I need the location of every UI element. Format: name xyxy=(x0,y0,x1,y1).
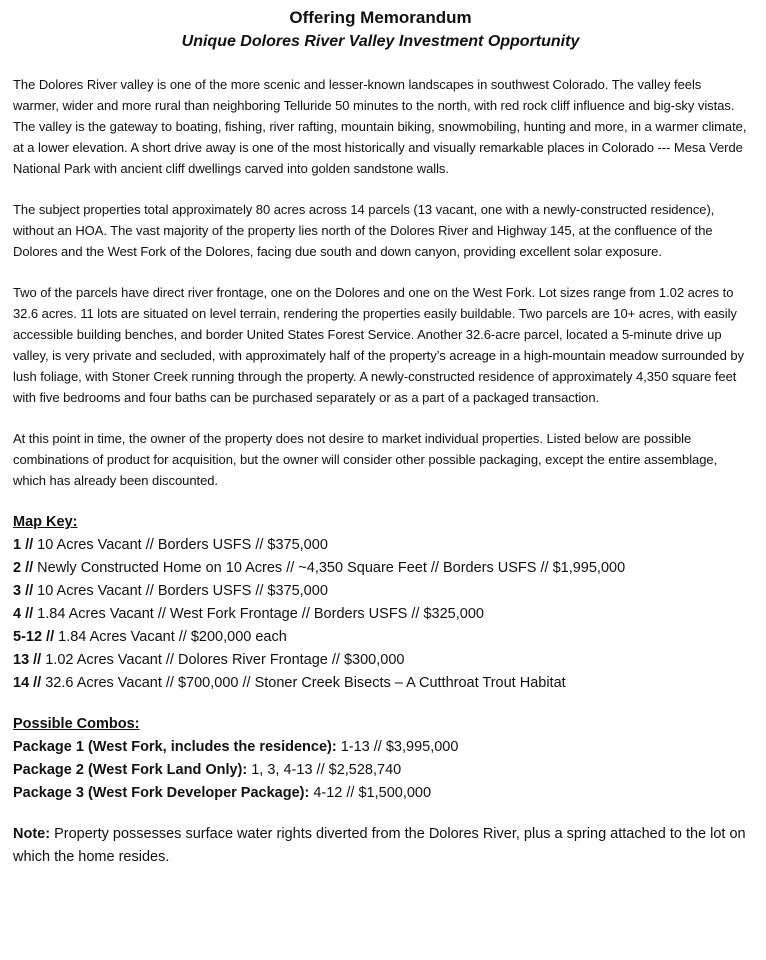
combo-package-name: Package 3 (West Fork Developer Package): xyxy=(13,785,310,801)
paragraph-parcel-details: Two of the parcels have direct river frontage, one on the Dolores and one on the West Fork. Lot sizes range from 1.02 acres to 32.6 acres. 11 lots are situated on level terrain, rendering the properties easily buildable. Two parcels are 10+ acres, with easily accessible building benches, and border United States Forest Service. Another 32.6-acre parcel, located a 5-minute drive up valley, is very private and secluded, with approximately half of the property’s acreage in a high-mountain meadow surrounded by lush foliage, with Stoner Creek running through the property. A newly-constructed residence of approximately 4,350 square feet with five bedrooms and four baths can be purchased separately or as a part of a packaged transaction. xyxy=(13,285,744,405)
combo-item xyxy=(13,759,748,782)
paragraph-marketing-terms: At this point in time, the owner of the property does not desire to market individual properties. Listed below are possible combinations of product for acquisition, but the owner will consider other possible packaging, except the entire assemblage, which has already been discounted. xyxy=(13,431,718,488)
combo-description: 4-12 // $1,500,000 xyxy=(309,785,432,801)
paragraph-subject-properties: The subject properties total approximately 80 acres across 14 parcels (13 vacant, one with a newly-constructed residence), without an HOA. The vast majority of the property lies north of the Dolores River and Highway 145, at the confluence of the Dolores and the West Fork of the Dolores, facing due south and down canyon, providing excellent solar exposure. xyxy=(13,202,715,259)
map-key-number: 1 // xyxy=(13,537,34,553)
note-label: Note: xyxy=(13,826,51,842)
map-key-number: 13 // xyxy=(13,652,42,668)
water-rights-note xyxy=(13,823,748,869)
map-key-description: 1.84 Acres Vacant // West Fork Frontage // Borders USFS // $325,000 xyxy=(33,606,484,622)
map-key-number: 2 // xyxy=(13,560,34,576)
map-key-description: 10 Acres Vacant // Borders USFS // $375,000 xyxy=(33,537,328,553)
combos-list xyxy=(13,736,748,805)
map-key-item xyxy=(13,603,748,626)
map-key-heading: Map Key: xyxy=(13,514,78,530)
document-title: Offering Memorandum xyxy=(289,8,472,27)
map-key-description: Newly Constructed Home on 10 Acres // ~4,350 Square Feet // Borders USFS // $1,995,000 xyxy=(33,560,626,576)
document-subtitle: Unique Dolores River Valley Investment Opportunity xyxy=(181,33,580,50)
map-key-description: 10 Acres Vacant // Borders USFS // $375,000 xyxy=(33,583,328,599)
map-key-item xyxy=(13,626,748,649)
map-key-item xyxy=(13,672,748,695)
combos-heading: Possible Combos: xyxy=(13,716,140,732)
map-key-description: 32.6 Acres Vacant // $700,000 // Stoner Creek Bisects – A Cutthroat Trout Habitat xyxy=(41,675,566,691)
map-key-item xyxy=(13,580,748,603)
combo-description: 1, 3, 4-13 // $2,528,740 xyxy=(247,762,402,778)
map-key-description: 1.84 Acres Vacant // $200,000 each xyxy=(54,629,287,645)
combo-item xyxy=(13,782,748,805)
map-key-number: 5-12 // xyxy=(13,629,55,645)
map-key-number: 14 // xyxy=(13,675,42,691)
combo-package-name: Package 2 (West Fork Land Only): xyxy=(13,762,248,778)
note-text: Property possesses surface water rights diverted from the Dolores River, plus a spring attached to the lot on which the home resides. xyxy=(13,826,746,865)
map-key-description: 1.02 Acres Vacant // Dolores River Frontage // $300,000 xyxy=(41,652,405,668)
map-key-list xyxy=(13,534,748,695)
map-key-number: 4 // xyxy=(13,606,34,622)
map-key-number: 3 // xyxy=(13,583,34,599)
paragraph-valley-overview: The Dolores River valley is one of the more scenic and lesser-known landscapes in southwest Colorado. The valley feels warmer, wider and more rural than neighboring Telluride 50 minutes to the north, with red rock cliff influence and big-sky vistas. The valley is the gateway to boating, fishing, river rafting, mountain biking, snowmobiling, hunting and more, in a warmer climate, at a lower elevation. A short drive away is one of the most historically and visually remarkable places in Colorado --- Mesa Verde National Park with ancient cliff dwellings carved into golden sandstone walls. xyxy=(13,77,747,176)
combo-item xyxy=(13,736,748,759)
combo-description: 1-13 // $3,995,000 xyxy=(336,739,459,755)
map-key-item xyxy=(13,534,748,557)
map-key-item xyxy=(13,557,748,580)
combo-package-name: Package 1 (West Fork, includes the residence): xyxy=(13,739,337,755)
map-key-item xyxy=(13,649,748,672)
